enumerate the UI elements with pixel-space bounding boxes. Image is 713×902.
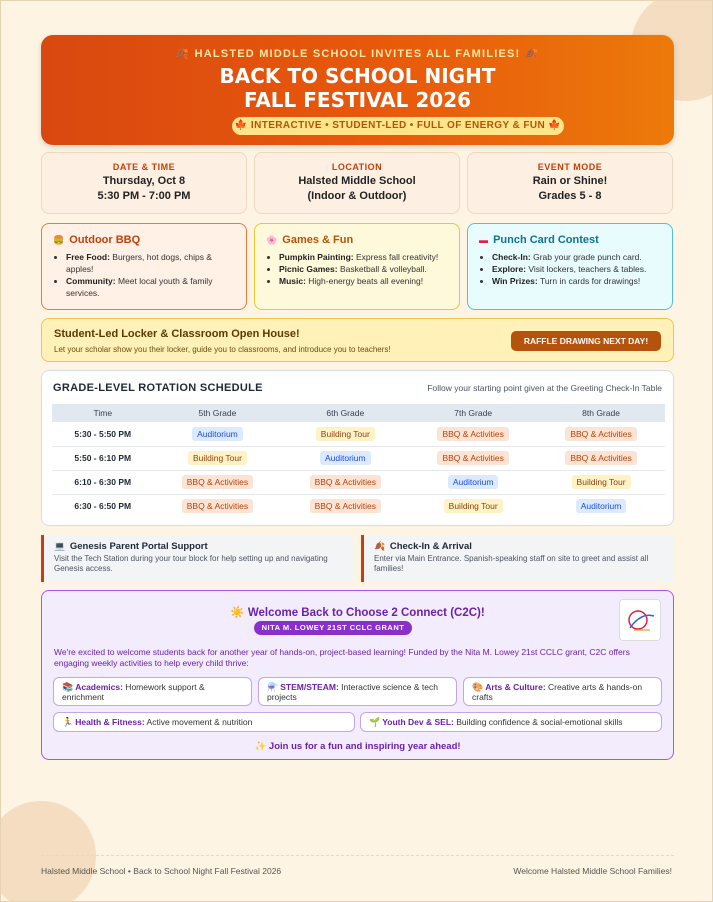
column-header: 8th Grade bbox=[537, 404, 665, 422]
schedule-cell bbox=[154, 446, 282, 470]
feature-title-text: Outdoor BBQ bbox=[69, 234, 141, 246]
activity-pill: Auditorium bbox=[320, 451, 371, 465]
computer-icon: 💻 bbox=[54, 541, 66, 551]
table-row bbox=[52, 446, 665, 470]
schedule-cell bbox=[281, 446, 409, 470]
grant-badge: NITA M. LOWEY 21ST CCLC GRANT bbox=[254, 621, 412, 635]
activity-pill: Auditorium bbox=[192, 427, 243, 441]
hero-invite-text: HALSTED MIDDLE SCHOOL INVITES ALL FAMILIES! bbox=[194, 48, 521, 60]
list-item: • Pumpkin Painting: Express fall creativity! bbox=[279, 251, 448, 263]
table-row bbox=[52, 470, 665, 494]
feature-title-text: Games & Fun bbox=[282, 234, 354, 246]
feature-title bbox=[479, 234, 661, 246]
leaf-icon: 🍂 bbox=[175, 48, 191, 60]
list-item: • Win Prizes: Turn in cards for drawings! bbox=[492, 275, 661, 287]
schedule-cell bbox=[154, 470, 282, 494]
column-header: 6th Grade bbox=[281, 404, 409, 422]
ticket-icon: ▬ bbox=[479, 235, 488, 245]
time-cell: 6:10 - 6:30 PM bbox=[52, 470, 154, 494]
activity-pill: BBQ & Activities bbox=[310, 475, 381, 489]
list-item: • Community: Meet local youth & family services. bbox=[66, 275, 235, 299]
program-pill-health: 🏃 Health & Fitness: Active movement & nutrition bbox=[53, 712, 355, 732]
feature-card-punch-card bbox=[467, 223, 673, 310]
list-item: • Explore: Visit lockers, teachers & tables. bbox=[492, 263, 661, 275]
c2c-logo bbox=[619, 599, 661, 641]
list-item: • Music: High-energy beats all evening! bbox=[279, 275, 448, 287]
activity-pill: BBQ & Activities bbox=[182, 475, 253, 489]
info-card-event-mode bbox=[467, 152, 673, 214]
activity-pill: BBQ & Activities bbox=[437, 451, 508, 465]
c2c-intro: We're excited to welcome students back for another year of hands-on, project-based learning! Funded by the Nita M. Lowey 21st CCLC grant, C2C offers engaging weekly activities to help every child thrive: bbox=[54, 647, 630, 668]
schedule-cell bbox=[409, 470, 537, 494]
maple-leaf-icon: 🍁 bbox=[548, 120, 562, 131]
info-value: 5:30 PM - 7:00 PM bbox=[97, 190, 191, 202]
feature-title bbox=[266, 234, 448, 246]
time-cell: 6:30 - 6:50 PM bbox=[74, 501, 132, 512]
leaf-icon: 🍂 bbox=[524, 48, 540, 60]
hero-title bbox=[41, 64, 674, 112]
hero-tagline-text: INTERACTIVE • STUDENT-LED • FULL OF ENERGY & FUN bbox=[250, 120, 546, 131]
activity-pill: Building Tour bbox=[572, 475, 631, 489]
schedule-cell bbox=[537, 470, 665, 494]
rotation-schedule bbox=[41, 370, 674, 526]
schedule-cell bbox=[537, 446, 665, 470]
schedule-cell bbox=[281, 422, 409, 446]
program-pill-arts: 🎨 Arts & Culture: Creative arts & hands-on crafts bbox=[463, 677, 662, 706]
table-header-row bbox=[52, 404, 665, 422]
footer-right: Welcome Halsted Middle School Families! bbox=[513, 866, 672, 876]
strip-desc: Visit the Tech Station during your tour block for help setting up and navigating Genesis access. bbox=[54, 554, 328, 573]
activity-pill: Auditorium bbox=[576, 499, 627, 513]
list-item: • Free Food: Burgers, hot dogs, chips & apples! bbox=[66, 251, 235, 275]
sun-icon: ☀️ bbox=[230, 607, 245, 619]
hero-banner bbox=[41, 35, 674, 145]
list-item: • Check-In: Grab your grade punch card. bbox=[492, 251, 661, 263]
info-label: DATE & TIME bbox=[112, 162, 176, 172]
table-row bbox=[52, 422, 665, 446]
portal-support-strip bbox=[41, 535, 354, 582]
schedule-cell bbox=[154, 494, 282, 518]
open-house-title: Student-Led Locker & Classroom Open House! bbox=[54, 328, 300, 340]
schedule-cell bbox=[537, 422, 665, 446]
program-pill-youth: 🌱 Youth Dev & SEL: Building confidence & social-emotional skills bbox=[360, 712, 662, 732]
strip-desc: Enter via Main Entrance. Spanish-speaking staff on site to greet and assist all families! bbox=[374, 554, 649, 573]
hero-title-line2: FALL FESTIVAL 2026 bbox=[243, 88, 472, 112]
activity-pill: Auditorium bbox=[448, 475, 499, 489]
flower-icon: 🌸 bbox=[266, 235, 278, 245]
palette-icon: 🎨 bbox=[472, 682, 484, 692]
c2c-section bbox=[41, 590, 674, 760]
decorative-ball-bottom-left bbox=[0, 801, 96, 902]
strip-title: 💻 Genesis Parent Portal Support bbox=[54, 541, 208, 552]
hero-title-line1: BACK TO SCHOOL NIGHT bbox=[219, 64, 496, 88]
sparkle-icon: ✨ bbox=[254, 741, 267, 752]
program-pill-stem: ⚗️ STEM/STEAM: Interactive science & tech projects bbox=[258, 677, 457, 706]
open-house-desc: Let your scholar show you their locker, guide you to classrooms, and introduce you to teachers! bbox=[54, 345, 391, 354]
books-icon: 📚 bbox=[62, 682, 74, 692]
activity-pill: BBQ & Activities bbox=[182, 499, 253, 513]
raffle-badge: RAFFLE DRAWING NEXT DAY! bbox=[511, 331, 661, 351]
c2c-title: ☀️ Welcome Back to Choose 2 Connect (C2C)! bbox=[230, 607, 485, 619]
column-header: 7th Grade bbox=[409, 404, 537, 422]
info-value: Grades 5 - 8 bbox=[538, 190, 602, 202]
activity-pill: BBQ & Activities bbox=[437, 427, 508, 441]
info-card-location bbox=[254, 152, 460, 214]
schedule-cell bbox=[409, 422, 537, 446]
leaf-icon: 🍂 bbox=[374, 541, 386, 551]
schedule-cell bbox=[154, 422, 282, 446]
info-value: Thursday, Oct 8 bbox=[102, 175, 186, 187]
table-row bbox=[52, 494, 665, 518]
schedule-subtitle: Follow your starting point given at the Greeting Check-In Table bbox=[427, 383, 662, 393]
info-card-date-time bbox=[41, 152, 247, 214]
program-pill-academics: 📚 Academics: Homework support & enrichment bbox=[53, 677, 252, 706]
hero-invite bbox=[41, 47, 674, 60]
hero-tagline bbox=[232, 117, 564, 135]
schedule-cell bbox=[281, 470, 409, 494]
schedule-title: GRADE-LEVEL ROTATION SCHEDULE bbox=[53, 382, 263, 394]
feature-card-bbq bbox=[41, 223, 247, 310]
info-value: (Indoor & Outdoor) bbox=[307, 190, 407, 202]
burger-icon: 🍔 bbox=[53, 235, 65, 245]
schedule-cell bbox=[409, 494, 537, 518]
check-in-strip bbox=[361, 535, 674, 582]
feature-card-games bbox=[254, 223, 460, 310]
column-header: Time bbox=[52, 404, 154, 422]
time-cell: 5:30 - 5:50 PM bbox=[52, 422, 154, 446]
activity-pill: Building Tour bbox=[444, 499, 503, 513]
footer-left: Halsted Middle School • Back to School Night Fall Festival 2026 bbox=[41, 866, 282, 876]
runner-icon: 🏃 bbox=[62, 717, 74, 727]
schedule-cell bbox=[281, 494, 409, 518]
time-cell: 5:50 - 6:10 PM bbox=[52, 446, 154, 470]
schedule-cell bbox=[537, 494, 665, 518]
footer-divider bbox=[41, 855, 674, 856]
info-label: EVENT MODE bbox=[537, 162, 603, 172]
list-item: • Picnic Games: Basketball & volleyball. bbox=[279, 263, 448, 275]
info-value: Halsted Middle School bbox=[298, 175, 416, 187]
c2c-join: ✨ Join us for a fun and inspiring year ahead! bbox=[254, 741, 461, 752]
open-house-banner bbox=[41, 318, 674, 362]
activity-pill: BBQ & Activities bbox=[565, 451, 636, 465]
activity-pill: Building Tour bbox=[316, 427, 375, 441]
schedule-table bbox=[52, 404, 665, 518]
activity-pill: BBQ & Activities bbox=[565, 427, 636, 441]
schedule-cell bbox=[409, 446, 537, 470]
strip-title: 🍂 Check-In & Arrival bbox=[374, 541, 472, 552]
feature-title-text: Punch Card Contest bbox=[493, 234, 599, 246]
activity-pill: Building Tour bbox=[188, 451, 247, 465]
flask-icon: ⚗️ bbox=[267, 682, 279, 692]
maple-leaf-icon: 🍁 bbox=[234, 120, 248, 131]
sprout-icon: 🌱 bbox=[369, 717, 381, 727]
info-label: LOCATION bbox=[331, 162, 383, 172]
feature-title bbox=[53, 234, 235, 246]
activity-pill: BBQ & Activities bbox=[310, 499, 381, 513]
info-value: Rain or Shine! bbox=[532, 175, 608, 187]
column-header: 5th Grade bbox=[154, 404, 282, 422]
